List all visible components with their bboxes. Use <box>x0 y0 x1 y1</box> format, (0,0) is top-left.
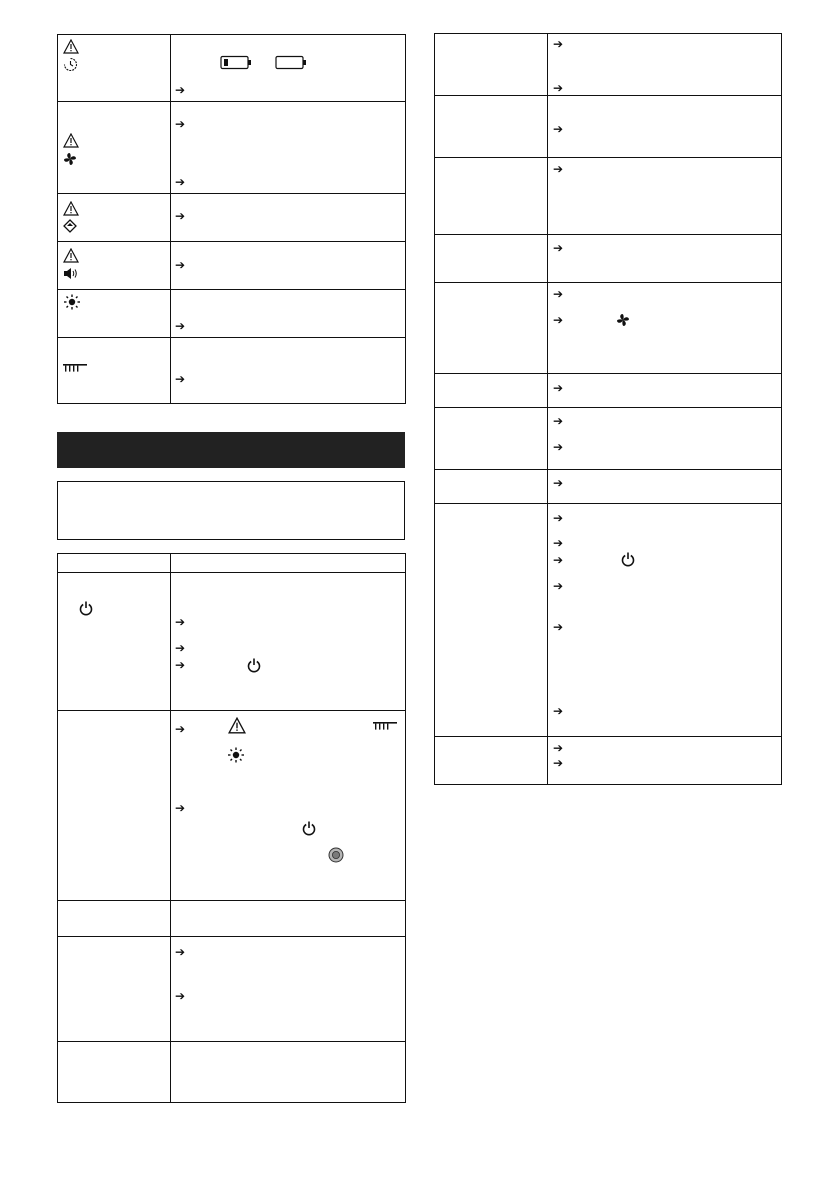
text-cell <box>171 290 406 338</box>
text-cell <box>171 1042 406 1103</box>
arrow-icon: ➔ <box>553 81 564 95</box>
table-row <box>58 242 406 290</box>
label-cell <box>435 504 548 737</box>
text-cell <box>548 235 782 283</box>
arrow-icon: ➔ <box>175 117 186 131</box>
arrow-icon: ➔ <box>553 287 564 301</box>
text-cell <box>548 283 782 374</box>
arrow-icon: ➔ <box>175 258 186 272</box>
icon-cell <box>58 102 171 194</box>
arrow-icon: ➔ <box>175 989 186 1003</box>
bar-gauge-icon <box>63 364 87 373</box>
arrow-icon: ➔ <box>553 162 564 176</box>
label-cell <box>435 235 548 283</box>
table-row <box>58 1042 406 1103</box>
arrow-icon: ➔ <box>553 579 564 593</box>
text-cell <box>548 470 782 504</box>
speaker-icon <box>63 267 79 280</box>
label-cell <box>435 283 548 374</box>
table-row <box>435 374 782 408</box>
timer-icon <box>63 57 78 72</box>
arrow-icon: ➔ <box>175 801 186 815</box>
arrow-icon: ➔ <box>553 536 564 550</box>
label-cell <box>435 408 548 470</box>
icon-cell <box>58 242 171 290</box>
arrow-icon: ➔ <box>553 476 564 490</box>
left-bottom-table <box>57 553 406 1103</box>
arrow-icon: ➔ <box>553 704 564 718</box>
arrow-icon: ➔ <box>553 122 564 136</box>
label-cell <box>58 901 171 937</box>
power-icon <box>302 821 316 836</box>
text-cell <box>548 34 782 96</box>
text-cell <box>171 242 406 290</box>
arrow-icon: ➔ <box>553 37 564 51</box>
text-cell <box>171 573 406 711</box>
icon-cell <box>58 338 171 404</box>
arrow-icon: ➔ <box>175 83 186 97</box>
arrow-icon: ➔ <box>553 381 564 395</box>
label-cell <box>435 470 548 504</box>
icon-cell <box>58 35 171 102</box>
table-row <box>58 937 406 1042</box>
text-cell <box>548 374 782 408</box>
text-cell <box>548 96 782 158</box>
table-row <box>435 96 782 158</box>
arrow-icon: ➔ <box>175 658 186 672</box>
round-button-icon <box>328 847 344 863</box>
arrow-icon: ➔ <box>175 615 186 629</box>
arrow-icon: ➔ <box>553 756 564 770</box>
fan-icon <box>616 313 630 327</box>
section-title-bar <box>57 432 405 468</box>
table-row <box>435 470 782 504</box>
text-cell <box>548 504 782 737</box>
table-row <box>58 338 406 404</box>
lamp-icon <box>63 294 81 310</box>
warning-triangle-icon <box>228 717 246 734</box>
label-cell <box>435 737 548 785</box>
table-row <box>435 158 782 235</box>
warning-triangle-icon <box>63 201 79 216</box>
text-cell <box>548 158 782 235</box>
label-cell <box>58 711 171 901</box>
table-row <box>435 504 782 737</box>
table-row <box>435 235 782 283</box>
bar-gauge-icon <box>373 722 397 731</box>
note-box <box>57 481 405 540</box>
warning-triangle-icon <box>63 39 79 54</box>
left-top-table <box>57 34 406 404</box>
text-cell <box>171 901 406 937</box>
label-cell <box>435 96 548 158</box>
arrow-icon: ➔ <box>175 372 186 386</box>
lamp-icon <box>227 747 245 763</box>
arrow-icon: ➔ <box>553 511 564 525</box>
header-cell <box>58 554 171 573</box>
text-cell <box>171 711 406 901</box>
text-cell <box>171 102 406 194</box>
arrow-icon: ➔ <box>175 722 186 736</box>
table-row <box>435 283 782 374</box>
right-table <box>434 33 782 785</box>
battery-icon <box>275 55 307 70</box>
label-cell <box>435 34 548 96</box>
arrow-icon: ➔ <box>175 641 186 655</box>
table-row <box>435 408 782 470</box>
power-icon <box>621 552 635 567</box>
text-cell <box>548 737 782 785</box>
table-row <box>58 901 406 937</box>
warning-triangle-icon <box>63 133 79 148</box>
arrow-icon: ➔ <box>553 313 564 327</box>
table-row <box>58 290 406 338</box>
table-row <box>58 35 406 102</box>
battery-icon <box>220 55 252 70</box>
arrow-icon: ➔ <box>175 175 186 189</box>
label-cell <box>58 1042 171 1103</box>
power-icon <box>247 658 261 673</box>
table-row <box>58 573 406 711</box>
warning-triangle-icon <box>63 248 79 263</box>
filter-diamond-icon <box>63 219 77 233</box>
icon-cell <box>58 573 171 711</box>
table-row <box>58 194 406 242</box>
table-header-row <box>58 554 406 573</box>
text-cell <box>171 338 406 404</box>
arrow-icon: ➔ <box>553 741 564 755</box>
arrow-icon: ➔ <box>553 553 564 567</box>
arrow-icon: ➔ <box>175 945 186 959</box>
arrow-icon: ➔ <box>553 414 564 428</box>
text-cell <box>171 35 406 102</box>
label-cell <box>58 937 171 1042</box>
arrow-icon: ➔ <box>553 620 564 634</box>
arrow-icon: ➔ <box>175 319 186 333</box>
table-row <box>58 711 406 901</box>
header-cell <box>171 554 406 573</box>
text-cell <box>171 194 406 242</box>
table-row <box>435 737 782 785</box>
text-cell <box>171 937 406 1042</box>
label-cell <box>435 158 548 235</box>
fan-icon <box>63 152 77 166</box>
arrow-icon: ➔ <box>553 241 564 255</box>
arrow-icon: ➔ <box>553 440 564 454</box>
table-row <box>58 102 406 194</box>
label-cell <box>435 374 548 408</box>
power-icon <box>79 601 93 616</box>
arrow-icon: ➔ <box>175 209 186 223</box>
icon-cell <box>58 290 171 338</box>
table-row <box>435 34 782 96</box>
text-cell <box>548 408 782 470</box>
icon-cell <box>58 194 171 242</box>
